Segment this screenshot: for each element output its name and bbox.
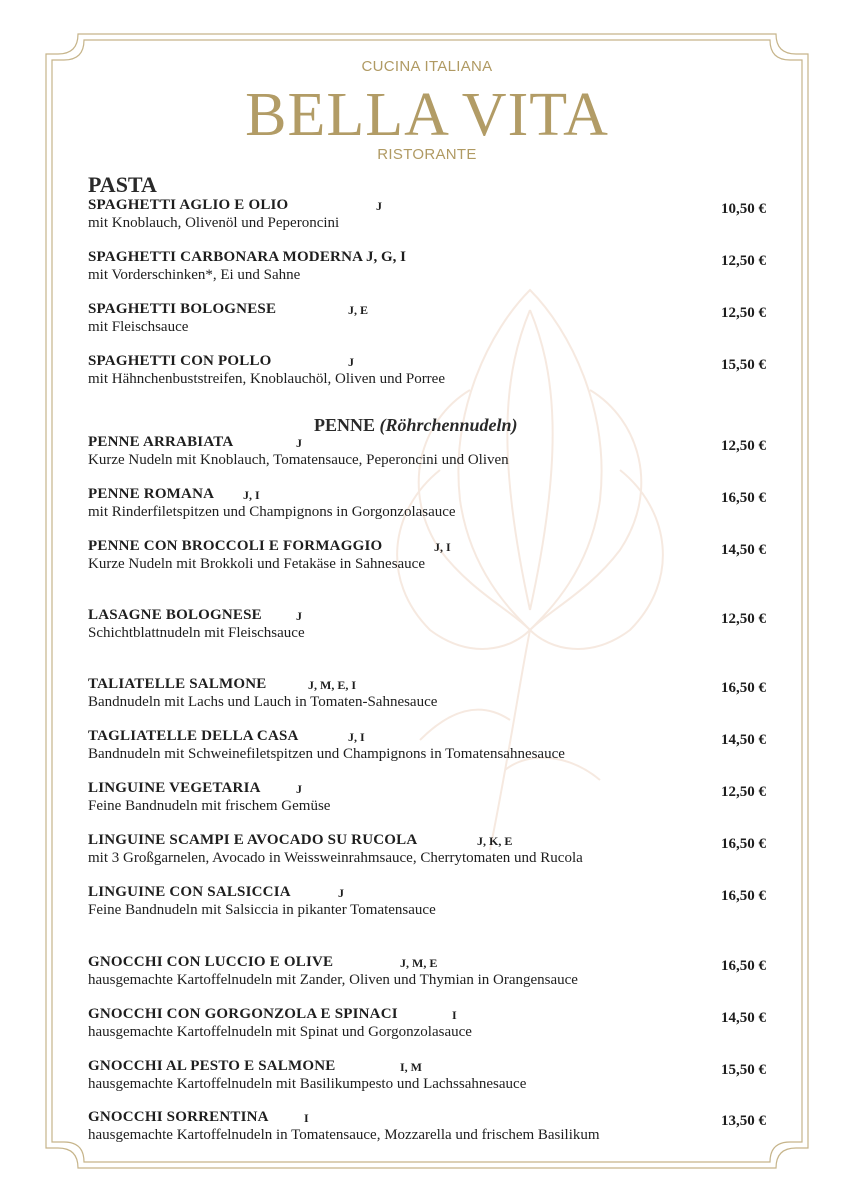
header-bottom-line: RISTORANTE	[377, 146, 477, 163]
item-description: mit Fleischsauce	[88, 319, 189, 335]
item-allergen-codes: J	[296, 436, 302, 450]
item-description: hausgemachte Kartoffelnudeln in Tomatensauce, Mozzarella und frischem Basilikum	[88, 1127, 600, 1143]
item-name: GNOCCHI CON GORGONZOLA E SPINACI	[88, 1006, 398, 1022]
item-description: mit Vorderschinken*, Ei und Sahne	[88, 267, 301, 283]
section-title-penne-label: PENNE	[314, 415, 376, 435]
item-description: Schichtblattnudeln mit Fleischsauce	[88, 625, 305, 641]
item-allergen-codes: I	[304, 1111, 309, 1125]
item-price: 12,50 €	[721, 253, 766, 269]
item-allergen-codes: J, I	[348, 730, 365, 744]
item-description: Feine Bandnudeln mit Salsiccia in pikanter Tomatensauce	[88, 902, 436, 918]
section-title-pasta: PASTA	[88, 172, 157, 197]
item-price: 14,50 €	[721, 732, 766, 748]
item-description: Bandnudeln mit Schweinefiletspitzen und Champignons in Tomatensahnesauce	[88, 746, 565, 762]
item-description: hausgemachte Kartoffelnudeln mit Zander, Oliven und Thymian in Orangensauce	[88, 972, 578, 988]
item-name: LINGUINE CON SALSICCIA	[88, 884, 291, 900]
item-price: 15,50 €	[721, 357, 766, 373]
item-allergen-codes: J, I	[243, 488, 260, 502]
item-description: mit 3 Großgarnelen, Avocado in Weissweinrahmsauce, Cherrytomaten und Rucola	[88, 850, 583, 866]
item-description: mit Hähnchenbuststreifen, Knoblauchöl, Oliven und Porree	[88, 371, 445, 387]
item-description: hausgemachte Kartoffelnudeln mit Basilikumpesto und Lachssahnesauce	[88, 1076, 527, 1092]
item-price: 14,50 €	[721, 542, 766, 558]
item-name: GNOCCHI SORRENTINA	[88, 1109, 269, 1125]
item-description: mit Knoblauch, Olivenöl und Peperoncini	[88, 215, 340, 231]
item-allergen-codes: J	[376, 199, 382, 213]
item-price: 12,50 €	[721, 784, 766, 800]
item-allergen-codes: I	[452, 1008, 457, 1022]
item-price: 14,50 €	[721, 1010, 766, 1026]
item-name: SPAGHETTI CON POLLO	[88, 353, 272, 369]
restaurant-name: BELLA VITA	[245, 81, 609, 149]
item-name: GNOCCHI AL PESTO E SALMONE	[88, 1058, 336, 1074]
item-description: Feine Bandnudeln mit frischem Gemüse	[88, 798, 331, 814]
item-price: 13,50 €	[721, 1113, 766, 1129]
item-price: 12,50 €	[721, 611, 766, 627]
item-description: hausgemachte Kartoffelnudeln mit Spinat und Gorgonzolasauce	[88, 1024, 472, 1040]
item-name: PENNE ROMANA	[88, 486, 215, 502]
item-name: SPAGHETTI BOLOGNESE	[88, 301, 277, 317]
item-description: Kurze Nudeln mit Brokkoli und Fetakäse in Sahnesauce	[88, 556, 426, 572]
item-allergen-codes: I, M	[400, 1060, 422, 1074]
item-name: PENNE ARRABIATA	[88, 434, 234, 450]
item-description: Kurze Nudeln mit Knoblauch, Tomatensauce, Peperoncini und Oliven	[88, 452, 509, 468]
item-name: SPAGHETTI AGLIO E OLIO	[88, 197, 289, 213]
item-allergen-codes: J	[348, 355, 354, 369]
item-name: LASAGNE BOLOGNESE	[88, 607, 262, 623]
item-allergen-codes: J, M, E	[400, 956, 438, 970]
item-allergen-codes: J, I	[434, 540, 451, 554]
item-price: 16,50 €	[721, 888, 766, 904]
item-allergen-codes: J, E	[348, 303, 369, 317]
item-allergen-codes: J, G, I	[366, 249, 407, 265]
item-price: 16,50 €	[721, 958, 766, 974]
header-top-line: CUCINA ITALIANA	[361, 58, 493, 75]
item-allergen-codes: J	[338, 886, 344, 900]
item-price: 12,50 €	[721, 438, 766, 454]
item-name: GNOCCHI CON LUCCIO E OLIVE	[88, 954, 334, 970]
item-name: TALIATELLE SALMONE	[88, 676, 267, 692]
item-allergen-codes: J	[296, 782, 302, 796]
item-price: 12,50 €	[721, 305, 766, 321]
item-name: TAGLIATELLE DELLA CASA	[88, 728, 299, 744]
item-price: 10,50 €	[721, 201, 766, 217]
item-price: 16,50 €	[721, 836, 766, 852]
item-name: LINGUINE VEGETARIA	[88, 780, 261, 796]
item-description: Bandnudeln mit Lachs und Lauch in Tomaten-Sahnesauce	[88, 694, 438, 710]
item-price: 15,50 €	[721, 1062, 766, 1078]
item-allergen-codes: J, M, E, I	[308, 678, 356, 692]
section-title-penne	[314, 415, 518, 436]
item-price: 16,50 €	[721, 680, 766, 696]
section-title-penne-note: (Röhrchennudeln)	[379, 415, 518, 435]
item-allergen-codes: J, K, E	[477, 834, 513, 848]
item-allergen-codes: J	[296, 609, 302, 623]
item-price: 16,50 €	[721, 490, 766, 506]
item-name: SPAGHETTI CARBONARA MODERNA	[88, 249, 364, 265]
item-name: PENNE CON BROCCOLI E FORMAGGIO	[88, 538, 383, 554]
item-name: LINGUINE SCAMPI E AVOCADO SU RUCOLA	[88, 832, 418, 848]
item-description: mit Rinderfiletspitzen und Champignons in Gorgonzolasauce	[88, 504, 456, 520]
